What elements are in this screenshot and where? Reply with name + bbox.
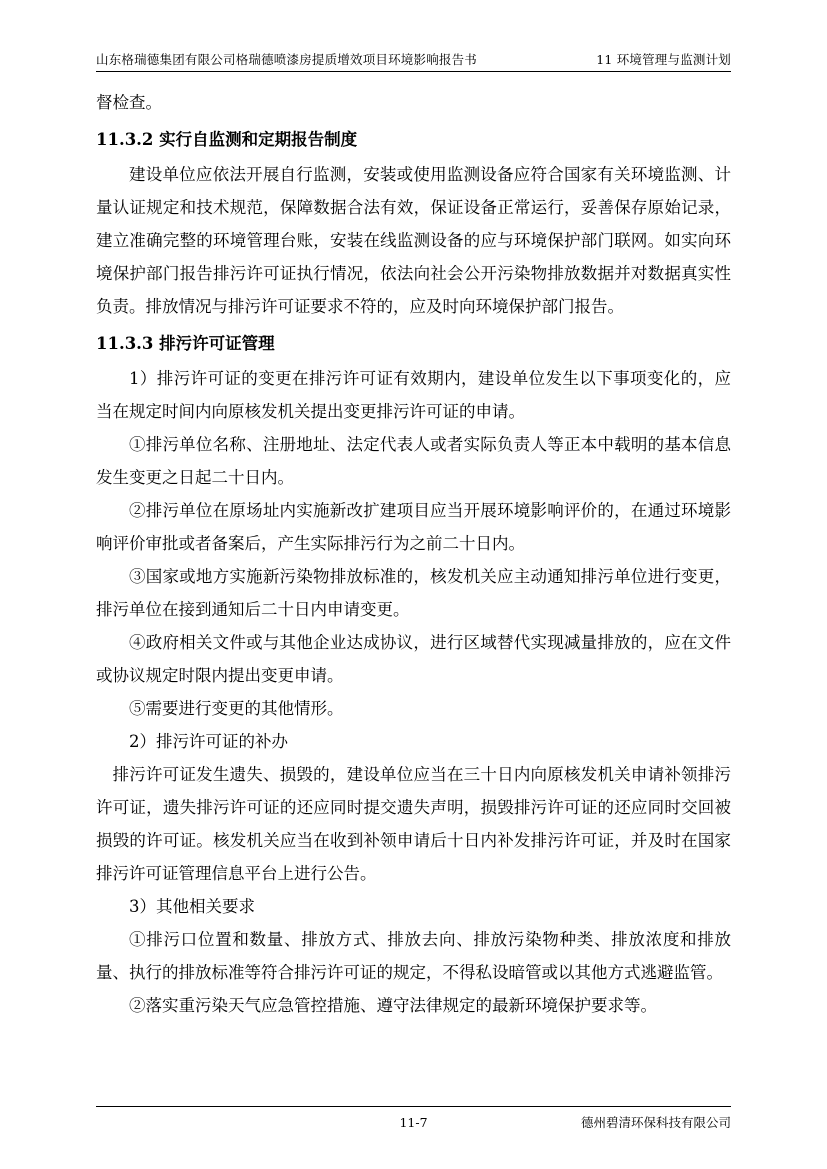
page-content-area bbox=[96, 52, 731, 1129]
footer-page-number: 11-7 bbox=[399, 1114, 428, 1130]
paragraph-11-3-2: 建设单位应依法开展自行监测，安装或使用监测设备应符合国家有关环境监测、计量认证规定和技术规范，保障数据合法有效，保证设备正常运行，妥善保存原始记录，建立准确完整的环境管理台账，安装在线监测设备的应与环境保护部门联网。如实向环境保护部门报告排污许可证执行情况，依法向社会公开污染物排放数据并对数据真实性负责。排放情况与排污许可证要求不符的，应及时向环境保护部门报告。 bbox=[96, 165, 731, 316]
footer-company-name: 德州碧清环保科技有限公司 bbox=[580, 1115, 731, 1130]
paragraph-item-6: ⑤需要进行变更的其他情形。 bbox=[129, 699, 344, 718]
paragraph-item-11: ②落实重污染天气应急管控措施、遵守法律规定的最新环境保护要求等。 bbox=[129, 996, 657, 1015]
paragraph-item-8: 排污许可证发生遗失、损毁的，建设单位应当在三十日内向原核发机关申请补领排污许可证，遗失排污许可证的还应同时提交遗失声明，损毁排污许可证的还应同时交回被损毁的许可证。核发机关应当在收到补领申请后十日内补发排污许可证，并及时在国家排污许可证管理信息平台上进行公告。 bbox=[96, 765, 731, 883]
paragraph-item-7: 2）排污许可证的补办 bbox=[129, 732, 288, 751]
heading-11-3-3-title: 排污许可证管理 bbox=[159, 334, 275, 353]
paragraph-item-4: ③国家或地方实施新污染物排放标准的，核发机关应主动通知排污单位进行变更，排污单位在接到通知后二十日内申请变更。 bbox=[96, 567, 731, 619]
document-body bbox=[96, 72, 731, 1022]
carryover-text: 督检查。 bbox=[96, 93, 162, 112]
page-header bbox=[96, 52, 731, 72]
paragraph-item-5: ④政府相关文件或与其他企业达成协议，进行区域替代实现减量排放的，应在文件或协议规定时限内提出变更申请。 bbox=[96, 633, 731, 685]
header-right-chapter: 11 环境管理与监测计划 bbox=[596, 52, 731, 67]
paragraph-item-2: ①排污单位名称、注册地址、法定代表人或者实际负责人等正本中载明的基本信息发生变更之日起二十日内。 bbox=[96, 435, 731, 487]
heading-11-3-3 bbox=[96, 327, 731, 360]
paragraph-item-10: ①排污口位置和数量、排放方式、排放去向、排放污染物种类、排放浓度和排放量、执行的排放标准等符合排污许可证的规定，不得私设暗管或以其他方式逃避监管。 bbox=[96, 930, 731, 982]
heading-11-3-2-number: 11.3.2 bbox=[96, 130, 154, 149]
heading-11-3-3-number: 11.3.3 bbox=[96, 334, 154, 353]
header-left-title: 山东格瑞德集团有限公司格瑞德喷漆房提质增效项目环境影响报告书 bbox=[96, 52, 478, 67]
heading-11-3-2 bbox=[96, 123, 731, 156]
heading-11-3-2-title: 实行自监测和定期报告制度 bbox=[159, 130, 358, 149]
page-footer bbox=[96, 1106, 731, 1131]
paragraph-item-9: 3）其他相关要求 bbox=[129, 897, 255, 916]
paragraph-item-1: 1）排污许可证的变更在排污许可证有效期内，建设单位发生以下事项变化的，应当在规定时间内向原核发机关提出变更排污许可证的申请。 bbox=[96, 369, 731, 421]
footer-row bbox=[96, 1113, 731, 1131]
paragraph-item-3: ②排污单位在原场址内实施新改扩建项目应当开展环境影响评价的，在通过环境影响评价审批或者备案后，产生实际排污行为之前二十日内。 bbox=[96, 501, 731, 553]
